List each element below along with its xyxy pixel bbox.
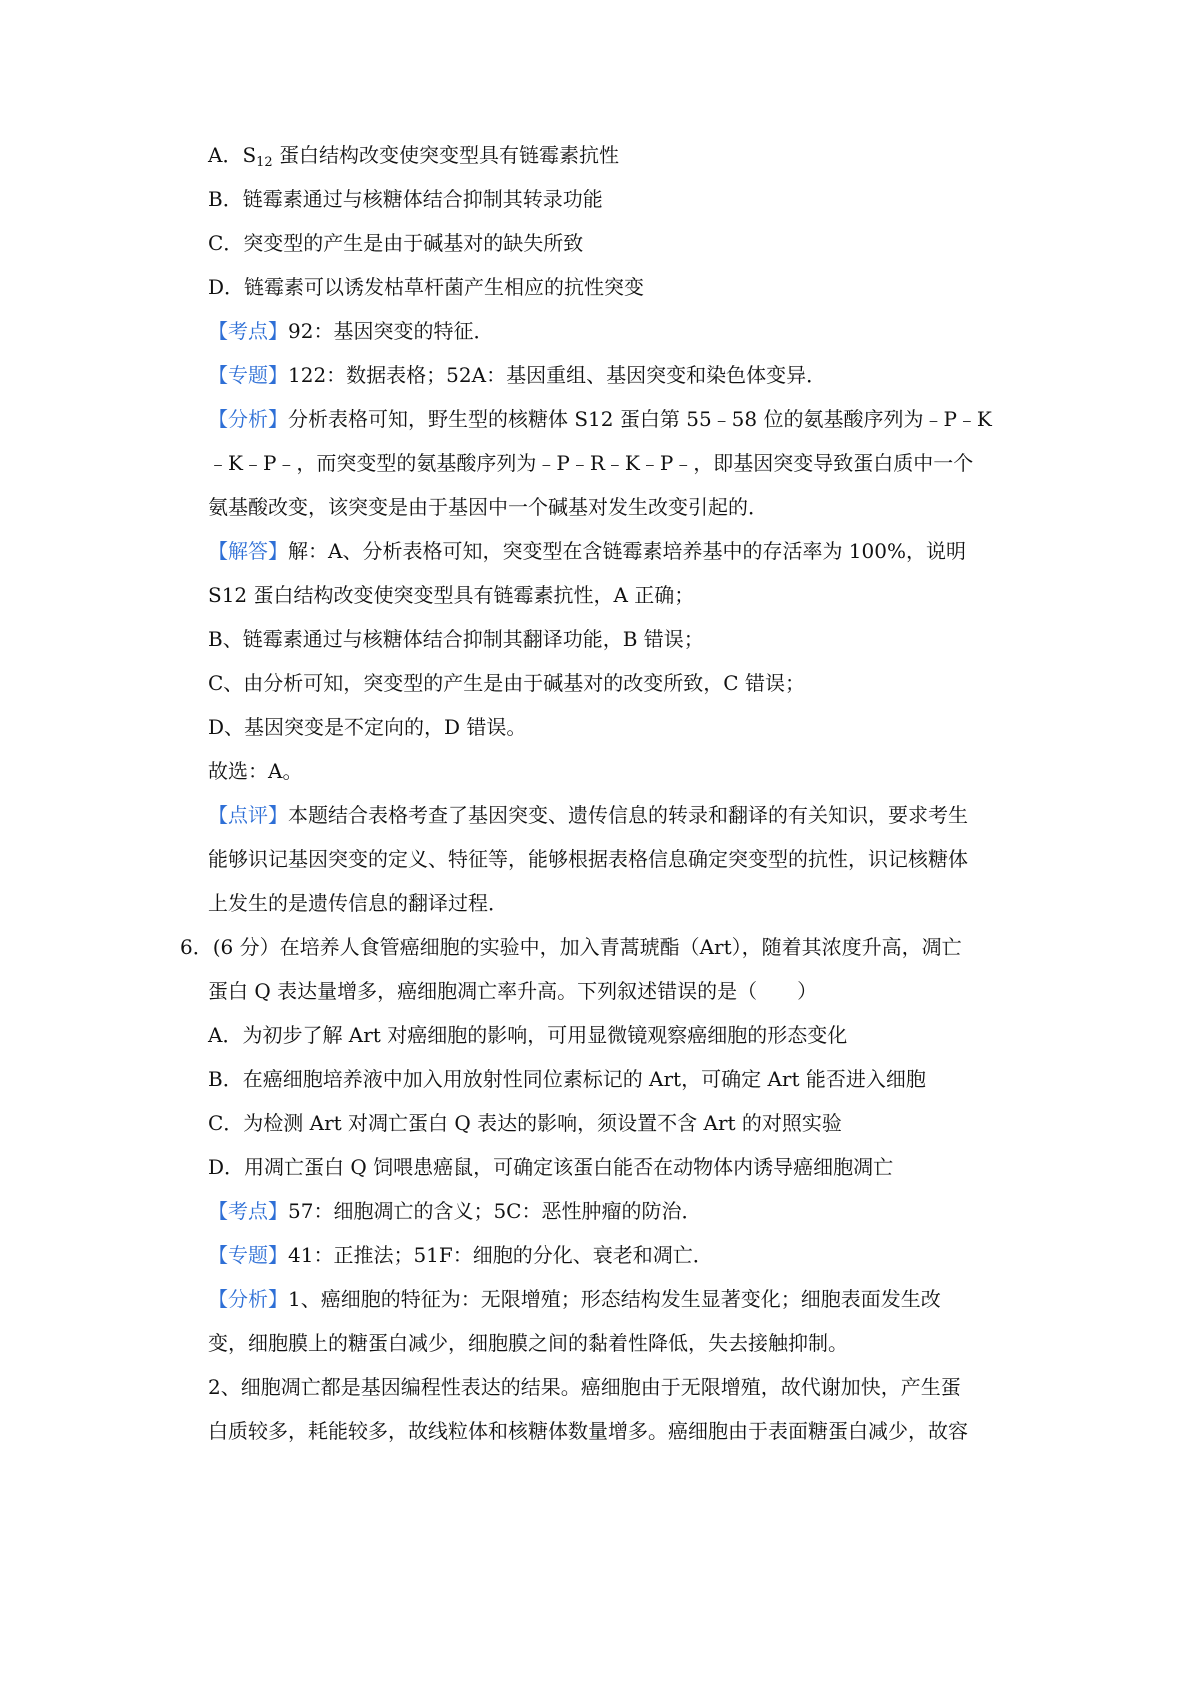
- q5-jieda-line-5: D、基因突变是不定向的，D 错误。: [208, 715, 527, 739]
- q6-stem-line-2: 蛋白 Q 表达量增多，癌细胞凋亡率升高。下列叙述错误的是（ ）: [208, 979, 818, 1003]
- q5-jieda-line-6: 故选：A。: [208, 759, 303, 783]
- jieda-tag: 【解答】: [208, 539, 288, 563]
- dianping-tag: 【点评】: [208, 803, 288, 827]
- q5-jieda-line-4: C、由分析可知，突变型的产生是由于碱基对的改变所致，C 错误；: [208, 671, 805, 695]
- kaodian-tag: 【考点】: [208, 319, 288, 343]
- q5-zhuanti: 【专题】122：数据表格；52A：基因重组、基因突变和染色体变异．: [208, 363, 827, 387]
- q5-dianping-line-3: 上发生的是遗传信息的翻译过程．: [208, 891, 508, 915]
- q6-fenxi-line-3: 2、细胞凋亡都是基因编程性表达的结果。癌细胞由于无限增殖，故代谢加快，产生蛋: [208, 1375, 961, 1399]
- q5-kaodian: 【考点】92：基因突变的特征．: [208, 319, 494, 343]
- q5-fenxi-line-2: ﹣K﹣P﹣，而突变型的氨基酸序列为﹣P﹣R﹣K﹣P﹣，即基因突变导致蛋白质中一个: [208, 451, 974, 475]
- q5-option-c: C．突变型的产生是由于碱基对的缺失所致: [208, 231, 584, 255]
- q5-jieda-line-3: B、链霉素通过与核糖体结合抑制其翻译功能，B 错误；: [208, 627, 704, 651]
- q6-fenxi-line-2: 变，细胞膜上的糖蛋白减少，细胞膜之间的黏着性降低，失去接触抑制。: [208, 1331, 848, 1355]
- q6-kaodian: 【考点】57：细胞凋亡的含义；5C：恶性肿瘤的防治．: [208, 1199, 702, 1223]
- q6-stem-line-1: 6．(6 分）在培养人食管癌细胞的实验中，加入青蒿琥酯（Art），随着其浓度升高，凋亡: [180, 935, 962, 959]
- fenxi-tag: 【分析】: [208, 1287, 288, 1311]
- q6-fenxi-line-1: 【分析】1、癌细胞的特征为：无限增殖；形态结构发生显著变化；细胞表面发生改: [208, 1287, 941, 1311]
- zhuanti-tag: 【专题】: [208, 363, 288, 387]
- q5-fenxi-line-1: 【分析】分析表格可知，野生型的核糖体 S12 蛋白第 55﹣58 位的氨基酸序列为﹣P﹣K: [208, 407, 992, 431]
- q5-dianping-line-2: 能够识记基因突变的定义、特征等，能够根据表格信息确定突变型的抗性，识记核糖体: [208, 847, 968, 871]
- q5-option-b: B．链霉素通过与核糖体结合抑制其转录功能: [208, 187, 603, 211]
- q6-option-c: C．为检测 Art 对凋亡蛋白 Q 表达的影响，须设置不含 Art 的对照实验: [208, 1111, 842, 1135]
- q6-option-a: A．为初步了解 Art 对癌细胞的影响，可用显微镜观察癌细胞的形态变化: [208, 1023, 848, 1047]
- q6-fenxi-line-4: 白质较多，耗能较多，故线粒体和核糖体数量增多。癌细胞由于表面糖蛋白减少，故容: [208, 1419, 968, 1443]
- q6-option-d: D．用凋亡蛋白 Q 饲喂患癌鼠，可确定该蛋白能否在动物体内诱导癌细胞凋亡: [208, 1155, 894, 1179]
- q5-option-a: A．$S_{12}$ 蛋白结构改变使突变型具有链霉素抗性: [208, 143, 620, 170]
- q5-option-d: D．链霉素可以诱发枯草杆菌产生相应的抗性突变: [208, 275, 645, 299]
- fenxi-tag: 【分析】: [208, 407, 288, 431]
- zhuanti-tag: 【专题】: [208, 1243, 288, 1267]
- q5-jieda-line-1: 【解答】解：A、分析表格可知，突变型在含链霉素培养基中的存活率为 100%，说明: [208, 539, 966, 563]
- q5-jieda-line-2: S12 蛋白结构改变使突变型具有链霉素抗性，A 正确；: [208, 583, 695, 607]
- q6-option-b: B．在癌细胞培养液中加入用放射性同位素标记的 Art，可确定 Art 能否进入细胞: [208, 1067, 926, 1091]
- kaodian-tag: 【考点】: [208, 1199, 288, 1223]
- q5-dianping-line-1: 【点评】本题结合表格考查了基因突变、遗传信息的转录和翻译的有关知识，要求考生: [208, 803, 968, 827]
- q6-zhuanti: 【专题】41：正推法；51F：细胞的分化、衰老和凋亡．: [208, 1243, 713, 1267]
- q5-fenxi-line-3: 氨基酸改变，该突变是由于基因中一个碱基对发生改变引起的．: [208, 495, 768, 519]
